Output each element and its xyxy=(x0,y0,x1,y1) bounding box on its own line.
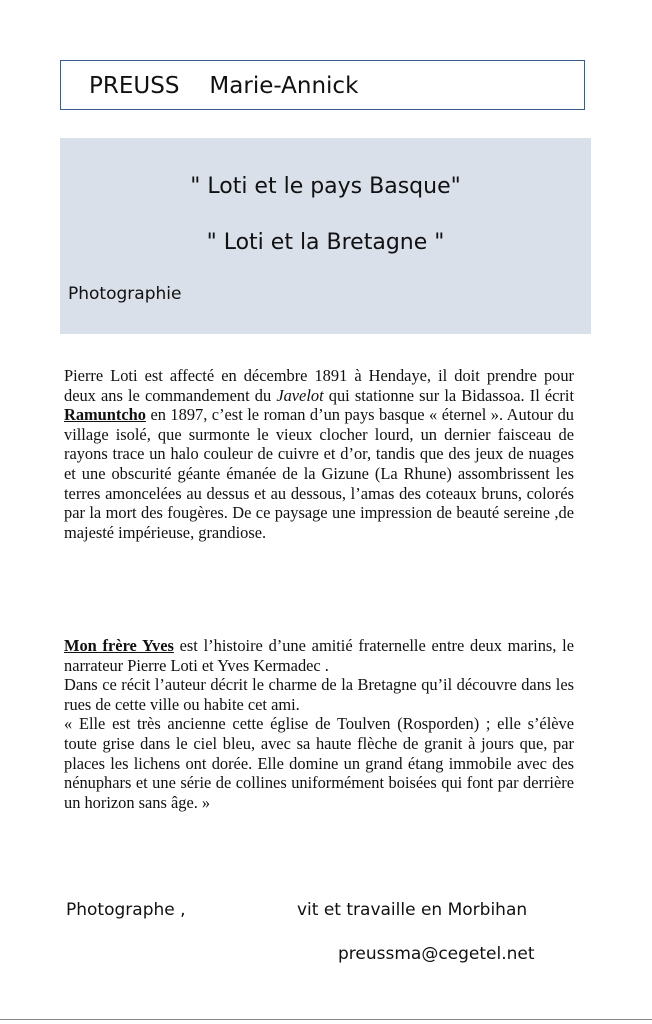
paragraph-text: est l’histoire d’une amitié fraternelle entre deux marins, le narrateur Pierre Loti et Yves Kermadec . xyxy=(64,636,574,675)
location-label: vit et travaille en Morbihan xyxy=(297,900,528,920)
title-panel xyxy=(60,138,591,334)
title-basque: " Loti et le pays Basque" xyxy=(190,174,461,199)
bottom-divider xyxy=(0,1019,652,1020)
paragraph-ramuntcho xyxy=(64,366,574,542)
paragraph-text: Pierre Loti est affecté en décembre 1891 à Hendaye, il doit prendre pour deux ans le commandement du xyxy=(64,366,574,405)
paragraph-text: Dans ce récit l’auteur décrit le charme de la Bretagne qu’il découvre dans les rues de cette ville ou habite cet ami. xyxy=(64,675,574,714)
author-first-name: Marie-Annick xyxy=(209,73,359,99)
quote-text: « Elle est très ancienne cette église de Toulven (Rosporden) ; elle s’élève toute grise dans le ciel bleu, avec sa haute flèche de granit à jours que, par places les lichens ont dorée. Elle domine un grand étang immobile avec des nénuphars et une série de collines uniformément boisées qui font par derrière un horizon sans âge. » xyxy=(64,714,574,812)
email-address: preussma@cegetel.net xyxy=(338,944,535,964)
category-label: Photographie xyxy=(68,284,182,304)
book-title-mon-frere-yves: Mon frère Yves xyxy=(64,636,174,655)
ship-name: Javelot xyxy=(276,385,324,405)
paragraph-text: qui stationne sur la Bidassoa. Il écrit xyxy=(323,385,574,405)
paragraph-text: en 1897, c’est le roman d’un pays basque « éternel ». Autour du village isolé, que surmonte le vieux clocher lourd, un dernier faisceau de rayons trace un halo couleur de cuivre et d’or, tandis que des jeux de nuages et une obscurité géante émanée de la Gizune (La Rhune) assombrissent les terres amoncelées au dessus et au dessous, l’amas des coteaux bruns, colorés par la mort des fougères. De ce paysage une impression de beauté sereine ,de majesté impérieuse, grandiose. xyxy=(64,405,574,542)
book-title-ramuntcho: Ramuntcho xyxy=(64,405,146,425)
profession-label: Photographe , xyxy=(66,900,186,920)
author-last-name: PREUSS xyxy=(89,73,180,99)
author-name-box xyxy=(60,60,585,110)
title-bretagne: " Loti et la Bretagne " xyxy=(206,230,445,255)
paragraph-mon-frere-yves xyxy=(64,636,574,812)
